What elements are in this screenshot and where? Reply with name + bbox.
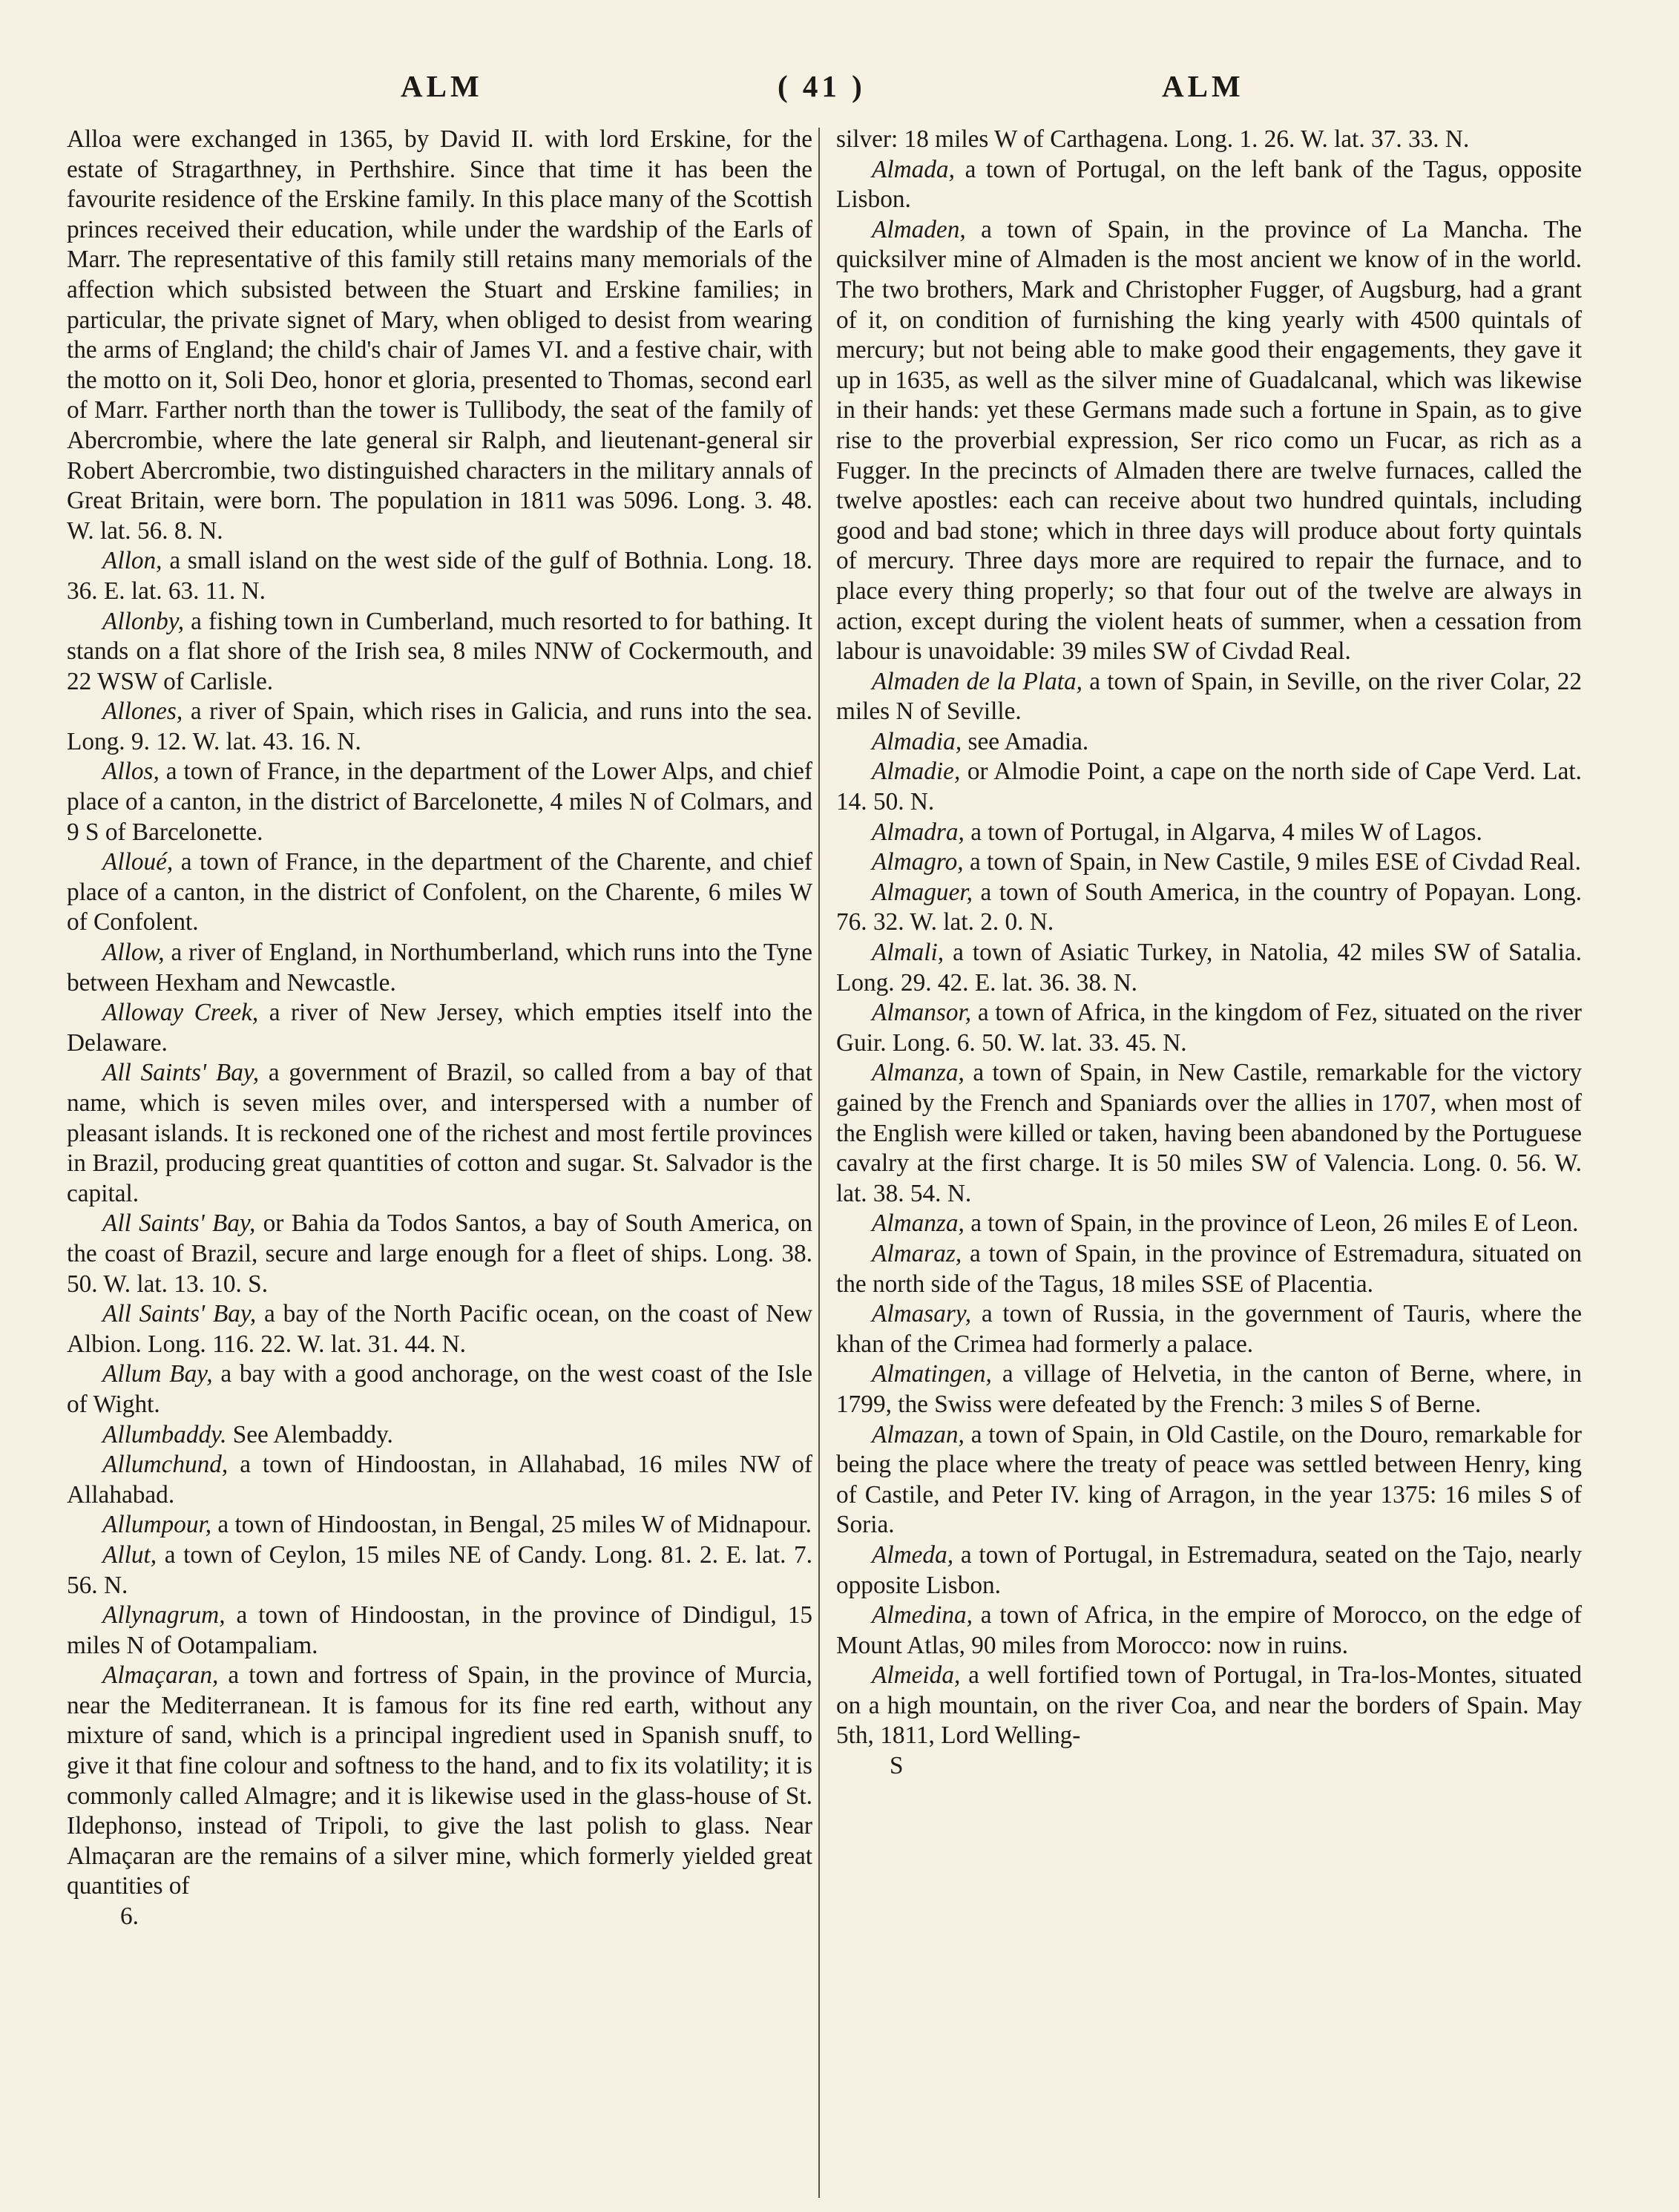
entry-text: a small island on the west side of the gulf of Bothnia. Long. 18. 36. E. lat. 63. 11. N. [67,547,813,605]
entry-headword: Almagro, [872,848,964,876]
entry-text: a town of Portugal, in Estremadura, seated on the Tajo, nearly opposite Lisbon. [836,1540,1583,1599]
dictionary-entry [67,546,812,606]
dictionary-entry [67,1450,812,1510]
dictionary-entry [836,1601,1582,1661]
dictionary-entry [67,847,812,938]
entry-text: or Almodie Point, a cape on the north side of Cape Verd. Lat. 14. 50. N. [836,758,1582,816]
dictionary-entry [836,1661,1582,1751]
dictionary-entry [67,1510,812,1540]
entry-headword: Almanza, [872,1059,965,1087]
dictionary-entry [67,1540,812,1601]
entry-headword: Almeida, [872,1661,961,1690]
dictionary-entry [836,1359,1582,1420]
entry-headword: Almazan, [872,1420,965,1448]
page-number: ( 41 ) [778,69,866,103]
running-header [0,68,1679,113]
entry-text: a bay with a good anchorage, on the west coast of the Isle of Wight. [67,1360,812,1418]
dictionary-entry [836,847,1582,878]
entry-headword: Almaden, [872,215,966,243]
entry-text: see Amadia. [967,727,1089,755]
entry-headword: Almadia, [872,727,962,755]
dictionary-entry [67,1601,812,1661]
dictionary-entry [836,1540,1582,1601]
entry-text: a town of Portugal, on the left bank of the Tagus, opposite Lisbon. [836,155,1583,214]
entry-text: a town of South America, in the country of Popayan. Long. 76. 32. W. lat. 2. 0. N. [836,878,1582,936]
entry-text: a town of Africa, in the kingdom of Fez, situated on the river Guir. Long. 6. 50. W. lat. 33. 45. N. [836,999,1582,1057]
left-column [67,125,812,1932]
dictionary-entry [67,998,812,1058]
dictionary-entry [67,1359,812,1420]
dictionary-entry [836,818,1582,848]
dictionary-entry [836,727,1582,758]
entry-headword: Alloway Creek, [102,999,259,1027]
entry-headword: Almasary, [872,1300,972,1328]
entry-headword: Alloué, [102,848,174,876]
dictionary-entry [836,1209,1582,1239]
entry-text: a town of Portugal, in Algarva, 4 miles W of Lagos. [970,818,1482,846]
dictionary-entry [836,125,1582,155]
dictionary-entry [67,757,812,847]
dictionary-entry [67,1661,812,1902]
entry-headword: Almadra, [872,818,965,846]
entry-headword: Almeda, [872,1540,954,1569]
entry-headword: Allon, [102,547,162,575]
entry-text: a bay of the North Pacific ocean, on the coast of New Albion. Long. 116. 22. W. lat. 31. 44. N. [67,1300,812,1358]
entry-headword: Allumbaddy. [102,1420,227,1448]
entry-text: a river of New Jersey, which empties itself into the Delaware. [67,999,812,1057]
entry-text: a town of Africa, in the empire of Morocco, on the edge of Mount Atlas, 90 miles from Morocco: now in ruins. [836,1601,1582,1659]
header-left-guideword: ALM [401,69,483,103]
dictionary-entry [67,938,812,998]
entry-headword: Almada, [872,155,955,183]
entry-headword: Allumpour, [102,1511,212,1539]
entry-headword: Allum Bay, [102,1360,213,1388]
entry-headword: All Saints' Bay, [102,1210,256,1238]
entry-text: a town of France, in the department of the Lower Alps, and chief place of a canton, in the district of Barcelonette, 4 miles N of Colmars, and 9 S of Barcelonette. [67,758,812,846]
dictionary-entry [836,1058,1582,1209]
entry-text: a town and fortress of Spain, in the province of Murcia, near the Mediterranean. It is famous for its fine red earth, without any mixture of sand, which is a principal ingredient used in Spanish snuff, to give it that fine colour and softness to the hand, and to fix its volatility; it is commonly called Almagre; and it is likewise used in the glass-house of St. Ildephonso, instead of Tripoli, to give the last polish to glass. Near Almaçaran are the remains of a silver mine, which formerly yielded great quantities of [67,1661,813,1900]
entry-text: Alloa were exchanged in 1365, by David II. with lord Erskine, for the estate of Stragarthney, in Perthshire. Since that time it has been the favourite residence of the Erskine family. In this place many of the Scottish princes received their education, while under the wardship of the Earls of Marr. The representative of this family still retains many memorials of the affection which subsisted between the Stuart and Erskine families; in particular, the private signet of Mary, when obliged to desist from wearing the arms of England; the child's chair of James VI. and a festive chair, with the motto on it, Soli Deo, honor et gloria, presented to Thomas, second earl of Marr. Farther north than the tower is Tullibody, the seat of the family of Abercrombie, where the late general sir Ralph, and lieutenant-general sir Robert Abercrombie, two distinguished characters in the military annals of Great Britain, were born. The population in 1811 was 5096. Long. 3. 48. W. lat. 56. 8. N. [67,125,812,545]
dictionary-entry [836,1239,1582,1299]
entry-text: a town of Spain, in New Castile, 9 miles ESE of Civdad Real. [969,848,1581,876]
entry-headword: Allumchund, [102,1451,229,1479]
entry-text: a government of Brazil, so called from a bay of that name, which is seven miles over, and interspersed with a number of pleasant islands. It is reckoned one of the richest and most fertile provinces in Brazil, producing great quantities of cotton and sugar. St. Salvador is the capital. [67,1059,812,1207]
dictionary-entry [836,1299,1582,1359]
entry-headword: All Saints' Bay, [102,1059,260,1087]
entry-headword: Almaguer, [872,878,973,906]
entry-text: a town of Spain, in Old Castile, on the Douro, remarkable for being the place where the treaty of peace was settled between Henry, king of Castile, and Peter IV. king of Arragon, in the year 1375: 16 miles S of Soria. [836,1420,1582,1539]
entry-headword: Allos, [102,758,160,786]
dictionary-entry [67,1299,812,1359]
right-column [836,125,1582,1782]
dictionary-entry [836,667,1582,727]
catchword: 6. [120,1903,139,1931]
dictionary-entry [836,215,1582,667]
entry-text: a river of England, in Northumberland, which runs into the Tyne between Hexham and Newcastle. [67,939,813,997]
entry-text: a town of Hindoostan, in Allahabad, 16 miles NW of Allahabad. [67,1451,813,1509]
entry-headword: Allynagrum, [102,1601,226,1630]
dictionary-entry [836,998,1582,1058]
column-divider [818,128,820,2198]
entry-headword: Almansor, [872,999,972,1027]
entry-headword: Almaçaran, [102,1661,219,1690]
dictionary-entry [836,1420,1582,1540]
dictionary-entry [67,125,812,546]
entry-text: or Bahia da Todos Santos, a bay of South America, on the coast of Brazil, secure and large enough for a fleet of ships. Long. 38. 50. W. lat. 13. 10. S. [67,1210,812,1298]
entry-text: a town of Spain, in the province of Estremadura, situated on the north side of the Tagus, 18 miles SSE of Placentia. [836,1239,1582,1298]
dictionary-entry [67,697,812,757]
entry-text: a town of France, in the department of the Charente, and chief place of a canton, in the district of Confolent, on the Charente, 6 miles W of Confolent. [67,848,813,936]
entry-headword: Allow, [102,939,165,967]
dictionary-entry [836,878,1582,938]
entry-headword: Almaraz, [872,1239,962,1267]
dictionary-entry [836,938,1582,998]
catchword: S [890,1752,904,1780]
dictionary-entry [67,607,812,698]
entry-text: a village of Helvetia, in the canton of Berne, where, in 1799, the Swiss were defeated by the French: 3 miles S of Berne. [836,1360,1582,1418]
entry-text: a fishing town in Cumberland, much resorted to for bathing. It stands on a flat shore of the Irish sea, 8 miles NNW of Cockermouth, and 22 WSW of Carlisle. [67,607,813,695]
entry-headword: All Saints' Bay, [102,1300,257,1328]
entry-headword: Almanza, [872,1210,965,1238]
entry-text: See Alembaddy. [232,1420,393,1448]
entry-headword: Allones, [102,698,183,726]
entry-text: a town of Ceylon, 15 miles NE of Candy. Long. 81. 2. E. lat. 7. 56. N. [67,1540,813,1599]
entry-text: a river of Spain, which rises in Galicia, and runs into the sea. Long. 9. 12. W. lat. 43. 16. N. [67,698,813,755]
entry-text: a town of Hindoostan, in Bengal, 25 miles W of Midnapour. [217,1511,812,1539]
dictionary-entry [836,757,1582,817]
dictionary-entry [836,155,1582,215]
entry-text: a town of Spain, in Seville, on the river Colar, 22 miles N of Seville. [836,667,1583,726]
entry-headword: Allonby, [102,607,185,635]
entry-headword: Almadie, [872,758,961,786]
entry-headword: Almali, [872,939,944,967]
entry-text: silver: 18 miles W of Carthagena. Long. 1. 26. W. lat. 37. 33. N. [836,125,1470,153]
entry-text: a town of Spain, in New Castile, remarkable for the victory gained by the French and Spaniards over the allies in 1707, when most of the English were killed or taken, having been abandoned by the Portuguese cavalry at the first charge. It is 50 miles SW of Valencia. Long. 0. 56. W. lat. 38. 54. N. [836,1059,1582,1207]
entry-text: a town of Spain, in the province of La Mancha. The quicksilver mine of Almaden is the most ancient we know of in the world. The two brothers, Mark and Christopher Fugger, of Augsburg, had a grant of it, on condition of furnishing the king yearly with 4500 quintals of mercury; but not being able to make good their engagements, they gave it up in 1635, as well as the silver mine of Guadalcanal, which was likewise in their hands: yet these Germans made such a fortune in Spain, as to give rise to the proverbial expression, Ser rico como un Fucar, as rich as a Fugger. In the precincts of Almaden there are twelve furnaces, called the twelve apostles: each can receive about two hundred quintals, including good and bad stone; which in three days will produce about forty quintals of mercury. Three days more are required to repair the furnace, and to place every thing properly; so that four out of the twelve are always in action, except during the violent heats of summer, when a cessation from labour is unavoidable: 39 miles SW of Civdad Real. [836,215,1583,666]
entry-text: a town of Hindoostan, in the province of Dindigul, 15 miles N of Ootampaliam. [67,1601,812,1659]
entry-text: a town of Russia, in the government of Tauris, where the khan of the Crimea had formerly a palace. [836,1300,1583,1358]
header-right-guideword: ALM [1162,69,1244,103]
entry-text: a town of Spain, in the province of Leon, 26 miles E of Leon. [970,1210,1579,1238]
entry-headword: Almedina, [872,1601,973,1630]
entry-text: a well fortified town of Portugal, in Tra-los-Montes, situated on a high mountain, on the river Coa, and near the borders of Spain. May 5th, 1811, Lord Welling- [836,1661,1582,1750]
dictionary-entry [67,1420,812,1451]
entry-headword: Almatingen, [872,1360,992,1388]
dictionary-entry [67,1058,812,1209]
entry-text: a town of Asiatic Turkey, in Natolia, 42 miles SW of Satalia. Long. 29. 42. E. lat. 36. 38. N. [836,939,1582,997]
entry-headword: Allut, [102,1540,157,1569]
dictionary-entry [67,1209,812,1299]
entry-headword: Almaden de la Plata, [872,667,1082,695]
